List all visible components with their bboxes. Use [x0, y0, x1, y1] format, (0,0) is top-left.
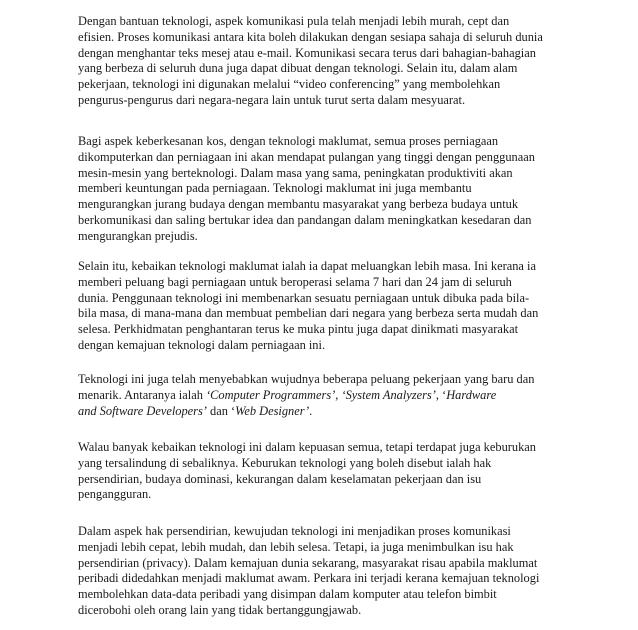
job-term-hardware: Hardware [446, 387, 497, 402]
text-line: peribadi didedahkan menjadi maklumat awam. Perkara ini terjadi kerana kemajuan teknologi [78, 571, 540, 586]
text-line: berkomunikasi dan saling bertukar idea dan pandangan dalam meningkatkan kesedaran dan [78, 212, 532, 227]
text-run: menarik. Antaranya ialah [78, 387, 206, 402]
text-line: Bagi aspek keberkesanan kos, dengan teknologi maklumat, semua proses perniagaan [78, 134, 499, 148]
text-line: Teknologi ini juga telah menyebabkan wujudnya beberapa peluang pekerjaan yang baru dan [78, 372, 535, 386]
text-line: Walau banyak kebaikan teknologi ini dalam kepuasan semua, tetapi terdapat juga keburukan [78, 440, 536, 454]
paragraph-time-saving [78, 259, 564, 354]
text-line: memberi keuntungan pada perniagaan. Teknologi maklumat ini juga membantu [78, 181, 472, 196]
text-line: dunia. Penggunaan teknologi ini membenarkan sesuatu perniagaan untuk dibuka pada bila- [78, 290, 530, 305]
text-line [78, 404, 564, 420]
text-line: bila masa, di mana-mana dan membuat pembelian dari negara yang berbeza serta mudah dan [78, 306, 539, 321]
text-line: Dalam aspek hak persendirian, kewujudan teknologi ini menjadikan proses komunikasi [78, 524, 511, 538]
job-term-software-developers: and Software Developers’ [78, 403, 207, 418]
text-line: mesin-mesin yang berteknologi. Dalam masa yang sama, peningkatan produktiviti akan [78, 165, 513, 180]
text-run: . [309, 403, 313, 418]
text-line: pengangguran. [78, 487, 152, 502]
text-line: dengan menghantar teks mesej atau e-mail. Komunikasi secara terus dari bahagian-bahagian [78, 45, 536, 60]
text-line: persendirian, budaya dominasi, kekurangan dalam keselamatan pekerjaan dan isu [78, 471, 482, 486]
text-line: persendirian (privacy). Dalam kemajuan dunia sekarang, masyarakat risau apabila maklumat [78, 555, 538, 570]
text-line: dengan kemajuan teknologi dalam perniagaan ini. [78, 337, 326, 352]
text-line: memberi peluang bagi perniagaan untuk beroperasi selama 7 hari dan 24 jam di seluruh [78, 274, 512, 289]
paragraph-communication [78, 14, 564, 109]
job-term-computer-programmers: ‘Computer Programmers’ [205, 387, 336, 402]
text-line: mengurangkan jurang budaya dengan membantu masyarakat yang berbeza budaya untuk [78, 197, 519, 212]
text-run: dan ‘ [206, 403, 236, 418]
text-line: dicerobohi oleh orang lain yang tidak bertanggungjawab. [78, 602, 362, 617]
text-line: selesa. Perkhidmatan penghantaran terus ke muka pintu juga dapat dinikmati masyarakat [78, 322, 519, 337]
text-line: yang tersalindung di sebaliknya. Keburukan teknologi yang boleh disebut ialah hak [78, 455, 492, 470]
text-line: efisien. Proses komunikasi antara kita boleh dilakukan dengan sesiapa sahaja di seluruh dunia [78, 29, 543, 44]
paragraph-cost-effectiveness [78, 134, 564, 245]
text-line: menjadi lebih cepat, lebih mudah, dan lebih selesa. Tetapi, ia juga menimbulkan isu hak [78, 539, 514, 554]
job-term-system-analyzers: ‘System Analyzers’ [341, 387, 436, 402]
text-line [78, 388, 564, 404]
text-line: yang berbeza di seluruh duna juga dapat dibuat dengan teknologi. Selain itu, dalam alam [78, 61, 518, 76]
text-line: pekerjaan, teknologi ini digunakan melalui “video conferencing” yang membolehkan [78, 77, 501, 92]
job-term-web-designer: Web Designer’ [235, 403, 310, 418]
text-line: membolehkan data-data peribadi yang disimpan dalam komputer atau telefon bimbit [78, 587, 497, 602]
text-run: , [335, 387, 342, 402]
text-line: pengurus-pengurus dari negara-negara lain untuk turut serta dalam mesyuarat. [78, 92, 466, 107]
text-line: mengurangkan prejudis. [78, 228, 198, 243]
paragraph-disadvantages [78, 440, 564, 503]
paragraph-job-opportunities [78, 372, 564, 419]
text-run: , ‘ [435, 387, 447, 402]
text-line: dikomputerkan dan perniagaan ini akan mendapat pulangan yang tinggi dengan penggunaan [78, 149, 535, 164]
text-line: Dengan bantuan teknologi, aspek komunikasi pula telah menjadi lebih murah, cept dan [78, 14, 510, 28]
text-line: Selain itu, kebaikan teknologi maklumat ialah ia dapat meluangkan lebih masa. Ini kerana ia [78, 259, 536, 273]
paragraph-privacy [78, 524, 564, 619]
